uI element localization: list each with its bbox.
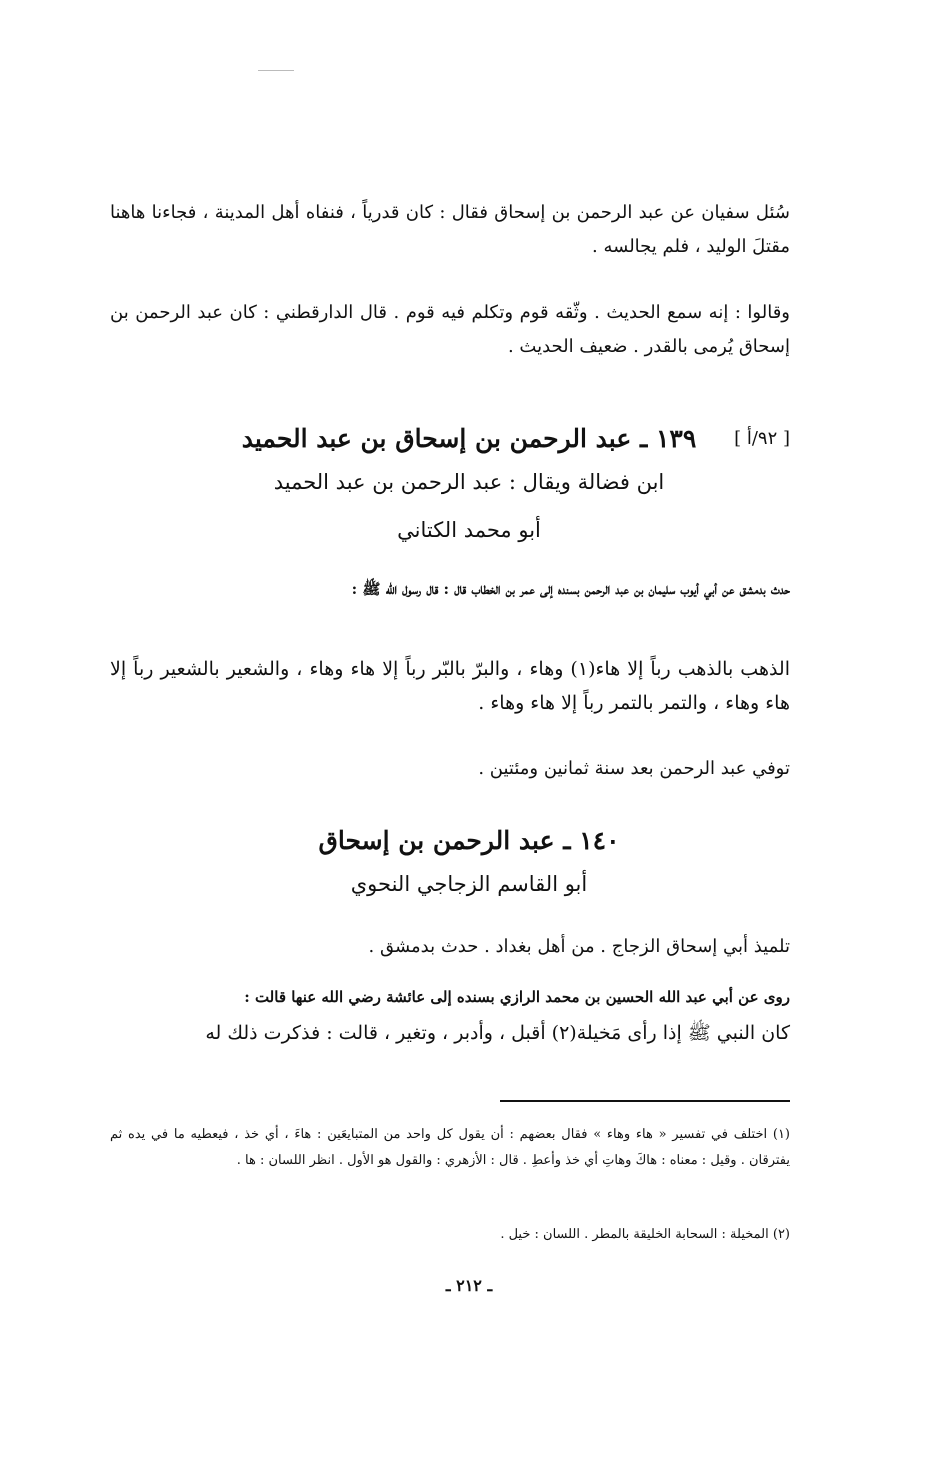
footnote-2: (٢) المخيلة : السحابة الخليقة بالمطر . اللسان : خيل . <box>500 1227 790 1242</box>
entry-139-hadith: الذهب بالذهب رباً إلا هاء(١) وهاء ، والبرّ بالبّر رباً إلا هاء وهاء ، والشعير بالشعير رباً إلا هاء وهاء ، والتمر بالتمر رباً إلا هاء وهاء . <box>110 658 790 714</box>
entry-139-subtitle-2: أبو محمد الكتاني <box>397 518 541 542</box>
entry-140-hadith: كان النبي ﷺ إذا رأى مَخيلة(٢) أقبل ، وأدبر ، وتغير ، قالت : فذكرت ذلك له <box>205 1022 790 1044</box>
page-number: ـ ٢١٢ ـ <box>445 1276 493 1295</box>
footnote-1: (١) اختلف في تفسير « هاء وهاء » فقال بعضهم : أن يقول كل واحد من المتبايعَين : هاءَ ، أي خذ ، فيعطيه ما في يده ثم يفترقان . وقيل : معناه : هاكَ وهاتِ أي خذ وأعطِ . قال : الأزهري : والقول هو الأول . انظر اللسان : ها . <box>110 1127 790 1168</box>
entry-140-title: ١٤٠ ـ عبد الرحمن بن إسحاق <box>318 826 620 855</box>
entry-140-subtitle: أبو القاسم الزجاجي النحوي <box>350 872 588 896</box>
entry-139-death: توفي عبد الرحمن بعد سنة ثمانين ومئتين . <box>478 758 790 779</box>
entry-140-narration: روى عن أبي عبد الله الحسين بن محمد الرازي بسنده إلى عائشة رضي الله عنها قالت : <box>244 988 790 1006</box>
top-paragraph-1: سُئل سفيان عن عبد الرحمن بن إسحاق فقال : كان قدرياً ، فنفاه أهل المدينة ، فجاءنا هاهنا مقتلَ الوليد ، فلم يجالسه . <box>110 202 790 257</box>
entry-139-subtitle-1: ابن فضالة ويقال : عبد الرحمن بن عبد الحميد <box>273 470 665 494</box>
entry-139-narration: حدث بدمشق عن أبي أيوب سليمان بن عبد الرحمن بسنده إلى عمر بن الخطاب قال : قال رسول الله ﷺ : <box>351 580 790 598</box>
scan-mark <box>258 70 294 71</box>
top-paragraph-2: وقالوا : إنه سمع الحديث . وثّقه قوم وتكلم فيه قوم . قال الدارقطني : كان عبد الرحمن بن إسحاق يُرمى بالقدر . ضعيف الحديث . <box>110 302 790 357</box>
footnote-rule <box>500 1100 790 1102</box>
entry-140-bio: تلميذ أبي إسحاق الزجاج . من أهل بغداد . حدث بدمشق . <box>368 936 790 957</box>
folio-marker: [ ٩٢/أ ] <box>734 428 790 449</box>
entry-139-title: ١٣٩ ـ عبد الرحمن بن إسحاق بن عبد الحميد <box>241 424 697 453</box>
